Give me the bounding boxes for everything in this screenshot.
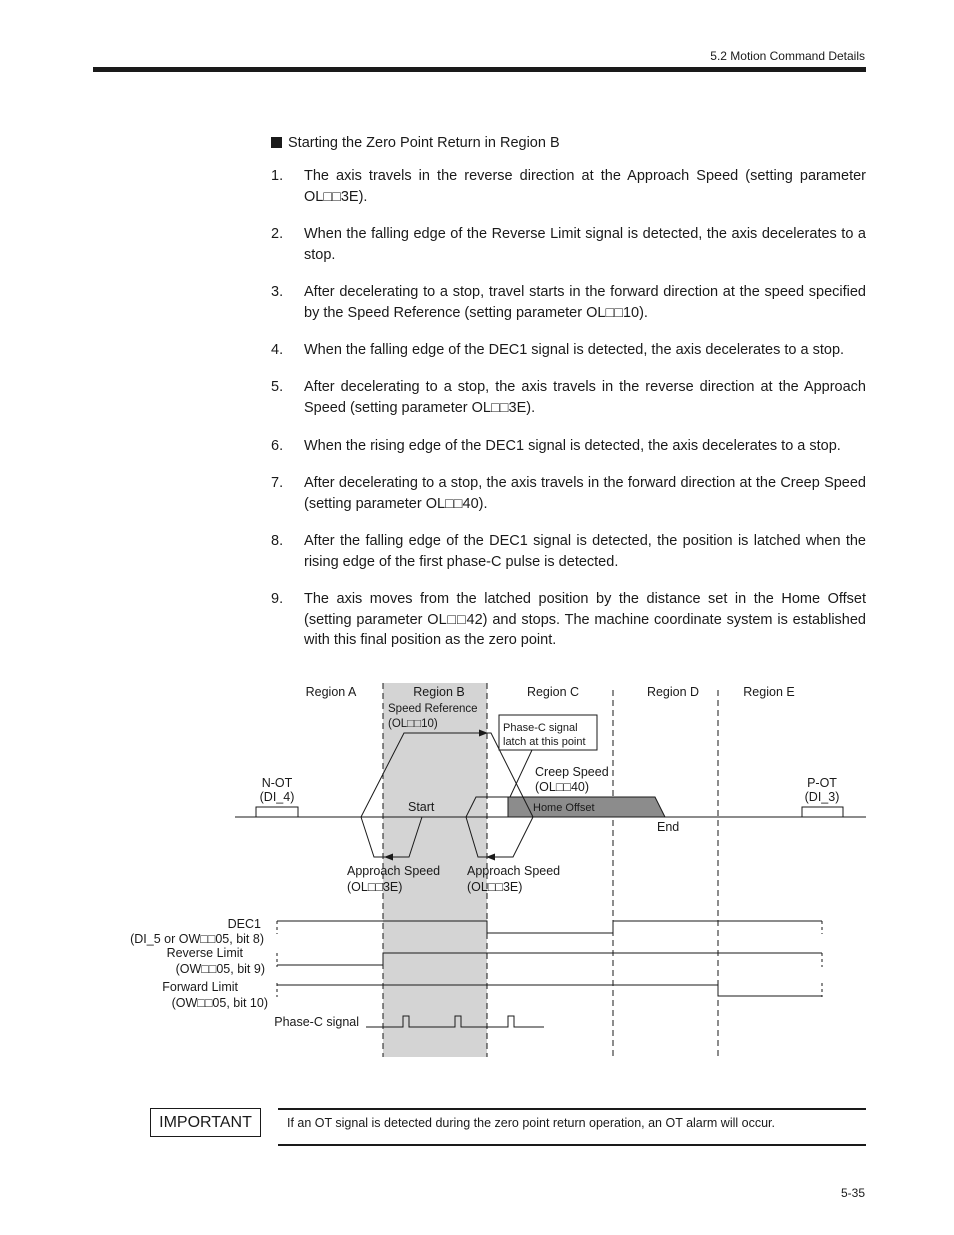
creep-speed-label: Creep Speed: [535, 765, 609, 779]
forward-limit-source: (OW□□05, bit 10): [171, 996, 268, 1010]
reverse-limit-label: Reverse Limit: [166, 946, 243, 960]
phase-c-signal-label: Phase-C signal: [274, 1015, 359, 1029]
important-bottom-rule: [278, 1144, 866, 1146]
reverse-approach-path-2: [487, 817, 533, 857]
important-label: IMPORTANT: [150, 1108, 261, 1137]
p-ot-input: (DI_3): [804, 790, 840, 804]
step-number: 5.: [271, 379, 284, 395]
forward-limit-label: Forward Limit: [162, 980, 238, 994]
step-number: 7.: [271, 475, 284, 491]
dec1-source: (DI_5 or OW□□05, bit 8): [130, 932, 264, 946]
step-text: After decelerating to a stop, the axis travels in the reverse direction at the Approach Speed (setting parameter OL□□3E).: [304, 379, 866, 416]
n-ot-marker: [256, 807, 298, 817]
header-section-title: 5.2 Motion Command Details: [710, 49, 865, 63]
creep-speed-param: (OL□□40): [535, 780, 590, 794]
approach-speed-1-param: (OL□□3E): [347, 880, 403, 894]
step-number: 4.: [271, 342, 284, 358]
step-text: After the falling edge of the DEC1 signal is detected, the position is latched when the rising edge of the first phase-C pulse is detected.: [304, 533, 866, 570]
section-title-text: Starting the Zero Point Return in Region B: [288, 135, 560, 151]
important-text: If an OT signal is detected during the zero point return operation, an OT alarm will occur.: [287, 1116, 775, 1130]
step-text: The axis moves from the latched position by the distance set in the Home Offset (setting parameter OL□□42) and stops. The machine coordinate system is established with this final position as the zero point.: [304, 591, 866, 648]
start-label: Start: [408, 800, 435, 814]
step-number: 8.: [271, 533, 284, 549]
end-label: End: [657, 820, 680, 834]
reverse-limit-source: (OW□□05, bit 9): [175, 962, 265, 976]
region-e-label: Region E: [743, 685, 795, 699]
step-number: 2.: [271, 226, 284, 242]
phase-c-callout-leader: [510, 750, 532, 797]
reverse-limit-waveform: [277, 953, 822, 965]
step-number: 3.: [271, 284, 284, 300]
step-text: When the falling edge of the DEC1 signal is detected, the axis decelerates to a stop.: [304, 342, 845, 358]
important-top-rule: [278, 1108, 866, 1110]
approach-speed-1-label: Approach Speed: [347, 864, 441, 878]
region-c-label: Region C: [526, 685, 580, 699]
dec1-waveform: [277, 921, 822, 933]
p-ot-marker: [802, 807, 843, 817]
speed-reference-param: (OL□□10): [388, 718, 438, 730]
step-text: When the falling edge of the Reverse Limit signal is detected, the axis decelerates to a stop.: [304, 226, 866, 263]
step-text: After decelerating to a stop, the axis travels in the forward direction at the Creep Speed (setting parameter OL□□40).: [304, 475, 866, 512]
dec1-label: DEC1: [227, 917, 261, 931]
home-offset-label: Home Offset: [533, 802, 595, 814]
step-number: 6.: [271, 438, 284, 454]
step-text: After decelerating to a stop, travel starts in the forward direction at the speed specified by the Speed Reference (setting parameter OL□□10).: [304, 284, 866, 321]
approach-speed-2-param: (OL□□3E): [467, 880, 523, 894]
region-a-label: Region A: [305, 685, 357, 699]
n-ot-label: N-OT: [261, 776, 293, 790]
step-number: 1.: [271, 168, 284, 184]
p-ot-label: P-OT: [807, 776, 837, 790]
step-text: The axis travels in the reverse direction at the Approach Speed (setting parameter OL□□3E).: [304, 168, 866, 205]
reverse-decel-path: [361, 817, 385, 857]
step-text: When the rising edge of the DEC1 signal is detected, the axis decelerates to a stop.: [304, 438, 841, 454]
speed-reference-label: Speed Reference: [388, 703, 478, 715]
forward-limit-waveform: [277, 985, 822, 996]
approach-speed-2-label: Approach Speed: [467, 864, 561, 878]
region-d-label: Region D: [646, 685, 700, 699]
phase-c-callout-line2: latch at this point: [503, 736, 586, 748]
region-b-label: Region B: [413, 685, 465, 699]
signal-waveforms: [277, 921, 822, 1027]
phase-c-callout-line1: Phase-C signal: [503, 722, 578, 734]
step-number: 9.: [271, 591, 284, 607]
n-ot-input: (DI_4): [259, 790, 295, 804]
page-number: 5-35: [840, 1186, 865, 1200]
